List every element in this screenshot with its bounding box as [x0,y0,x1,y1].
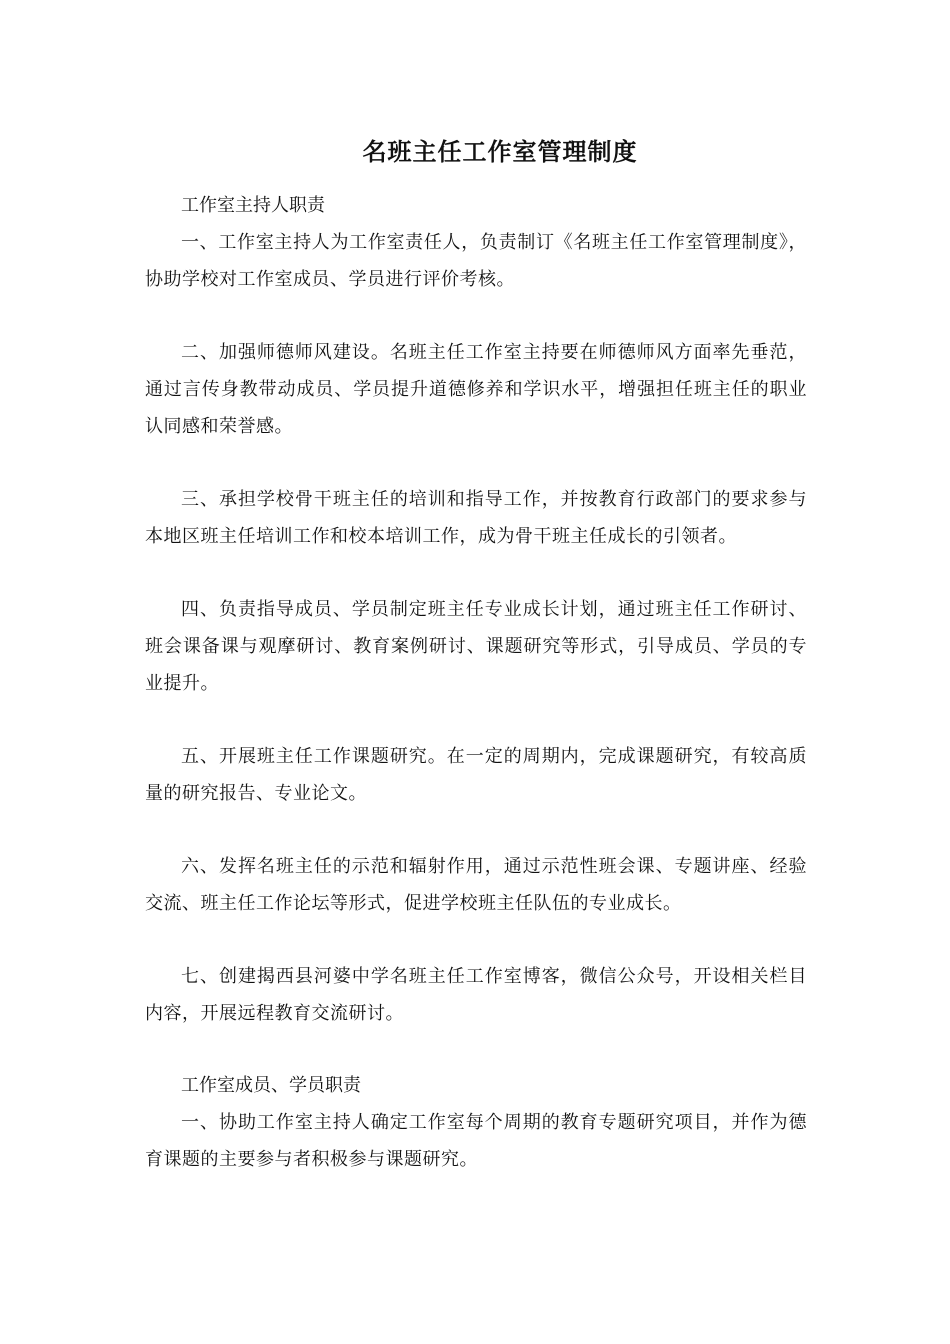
paragraph: 一、协助工作室主持人确定工作室每个周期的教育专题研究项目，并作为德育课题的主要参与者积极参与课题研究。 [145,1112,807,1170]
section-heading-member-duties: 工作室成员、学员职责 [181,1075,361,1096]
section-heading-host-duties: 工作室主持人职责 [181,195,325,216]
paragraph: 七、创建揭西县河婆中学名班主任工作室博客，微信公众号，开设相关栏目内容，开展远程教育交流研讨。 [145,966,807,1024]
paragraph: 六、发挥名班主任的示范和辐射作用，通过示范性班会课、专题讲座、经验交流、班主任工作论坛等形式，促进学校班主任队伍的专业成长。 [145,856,807,914]
document-body [145,188,807,1178]
paragraph: 一、工作室主持人为工作室责任人，负责制订《名班主任工作室管理制度》，协助学校对工作室成员、学员进行评价考核。 [145,232,807,290]
paragraph: 三、承担学校骨干班主任的培训和指导工作，并按教育行政部门的要求参与本地区班主任培训工作和校本培训工作，成为骨干班主任成长的引领者。 [145,489,807,547]
paragraph: 五、开展班主任工作课题研究。在一定的周期内，完成课题研究，有较高质量的研究报告、专业论文。 [145,746,807,804]
paragraph: 四、负责指导成员、学员制定班主任专业成长计划，通过班主任工作研讨、班会课备课与观摩研讨、教育案例研讨、课题研究等形式，引导成员、学员的专业提升。 [145,599,807,694]
document-title: 名班主任工作室管理制度 [362,137,638,166]
paragraph: 二、加强师德师风建设。名班主任工作室主持要在师德师风方面率先垂范，通过言传身教带动成员、学员提升道德修养和学识水平，增强担任班主任的职业认同感和荣誉感。 [145,342,807,437]
